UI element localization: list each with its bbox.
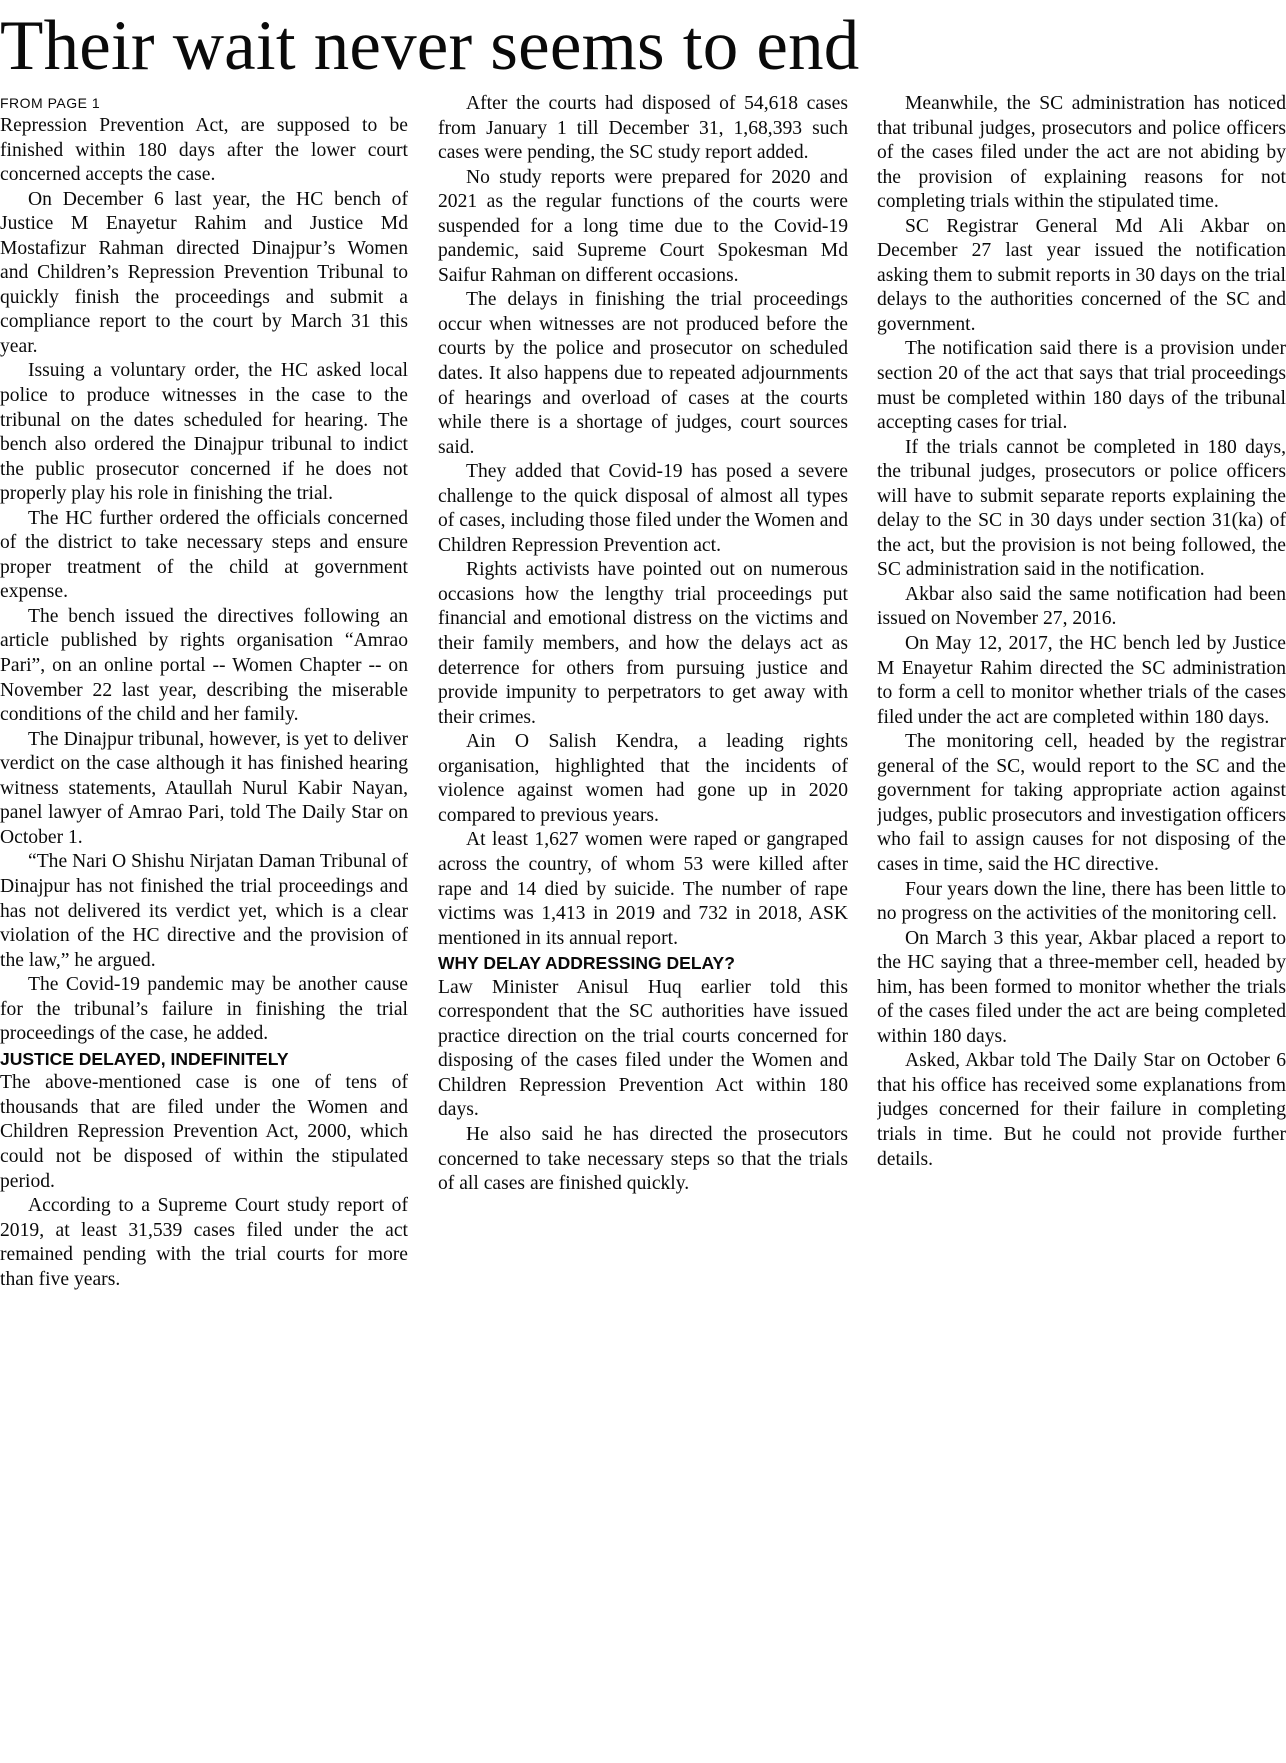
paragraph: According to a Supreme Court study report of 2019, at least 31,539 cases filed under the act remained pending with the trial courts for more than five years.: [0, 1195, 408, 1290]
paragraph: The Covid-19 pandemic may be another cause for the tribunal’s failure in finishing the trial proceedings of the case, he added.: [0, 974, 408, 1045]
paragraph: The delays in finishing the trial proceedings occur when witnesses are not produced before the courts by the police and prosecutor on scheduled dates. It also happens due to repeated adjournments of hearings and overload of cases at the courts while there is a shortage of judges, court sources said.: [438, 289, 848, 458]
paragraph: The bench issued the directives following an article published by rights organisation “Amrao Pari”, on an online portal -- Women Chapter -- on November 22 last year, describing the miserable conditions of the child and her family.: [0, 605, 408, 726]
paragraph: No study reports were prepared for 2020 and 2021 as the regular functions of the courts were suspended for a long time due to the Covid-19 pandemic, said Supreme Court Spokesman Md Saifur Rahman on different occasions.: [438, 166, 848, 286]
paragraph: Rights activists have pointed out on numerous occasions how the lengthy trial proceedings put financial and emotional distress on the victims and their family members, and how the delays act as deterrence for others from pursuing justice and provide impunity to perpetrators to get away with their crimes.: [438, 559, 848, 728]
paragraph: At least 1,627 women were raped or gangraped across the country, of whom 53 were killed after rape and 14 died by suicide. The number of rape victims was 1,413 in 2019 and 732 in 2018, ASK mentioned in its annual report.: [438, 829, 848, 949]
column-3: [877, 92, 1286, 1760]
subhead: JUSTICE DELAYED, INDEFINITELY: [0, 1048, 289, 1069]
column-1: [0, 92, 408, 1760]
paragraph: After the courts had disposed of 54,618 cases from January 1 till December 31, 1,68,393 such cases were pending, the SC study report added.: [438, 93, 848, 164]
from-page-label: FROM PAGE 1: [0, 95, 101, 111]
paragraph: Meanwhile, the SC administration has noticed that tribunal judges, prosecutors and police officers of the cases filed under the act are not abiding by the provision of explaining reasons for not completing trials within the stipulated time.: [877, 93, 1286, 213]
subhead: WHY DELAY ADDRESSING DELAY?: [438, 953, 735, 974]
paragraph: The above-mentioned case is one of tens of thousands that are filed under the Women and Children Repression Prevention Act, 2000, which could not be disposed of within the stipulated period.: [0, 1072, 408, 1192]
paragraph: The monitoring cell, headed by the registrar general of the SC, would report to the SC and the government for taking appropriate action against judges, public prosecutors and investigation officers who fail to assign causes for not disposing of the cases in time, said the HC directive.: [877, 731, 1286, 875]
paragraph: On December 6 last year, the HC bench of Justice M Enayetur Rahim and Justice Md Mostafizur Rahman directed Dinajpur’s Women and Children’s Repression Prevention Tribunal to quickly finish the proceedings and submit a compliance report to the court by March 31 this year.: [0, 188, 408, 357]
paragraph: SC Registrar General Md Ali Akbar on December 27 last year issued the notification asking them to submit reports in 30 days on the trial delays to the authorities concerned of the SC and government.: [877, 215, 1286, 335]
headline: Their wait never seems to end: [0, 7, 860, 85]
paragraph: He also said he has directed the prosecutors concerned to take necessary steps so that the trials of all cases are finished quickly.: [438, 1123, 848, 1195]
paragraph: Repression Prevention Act, are supposed to be finished within 180 days after the lower court concerned accepts the case.: [0, 115, 408, 186]
paragraph: On March 3 this year, Akbar placed a report to the HC saying that a three-member cell, headed by him, has been formed to monitor whether the trials of the cases filed under the act are being completed within 180 days.: [877, 927, 1286, 1047]
column-2: [438, 92, 848, 1760]
paragraph: The HC further ordered the officials concerned of the district to take necessary steps and ensure proper treatment of the child at government expense.: [0, 507, 408, 603]
paragraph: Issuing a voluntary order, the HC asked local police to produce witnesses in the case to the tribunal on the dates scheduled for hearing. The bench also ordered the Dinajpur tribunal to indict the public prosecutor concerned if he does not properly play his role in finishing the trial.: [0, 360, 408, 505]
paragraph: The Dinajpur tribunal, however, is yet to deliver verdict on the case although it has finished hearing witness statements, Ataullah Nurul Kabir Nayan, panel lawyer of Amrao Pari, told The Daily Star on October 1.: [0, 728, 408, 848]
paragraph: The notification said there is a provision under section 20 of the act that says that trial proceedings must be completed within 180 days of the tribunal accepting cases for trial.: [877, 338, 1286, 434]
paragraph: Akbar also said the same notification had been issued on November 27, 2016.: [877, 583, 1286, 630]
paragraph: On May 12, 2017, the HC bench led by Justice M Enayetur Rahim directed the SC administration to form a cell to monitor whether trials of the cases filed under the act are completed within 180 days.: [877, 633, 1286, 728]
paragraph: If the trials cannot be completed in 180 days, the tribunal judges, prosecutors or police officers will have to submit separate reports explaining the delay to the SC in 30 days under section 31(ka) of the act, but the provision is not being followed, the SC administration said in the notification.: [877, 436, 1286, 581]
paragraph: Ain O Salish Kendra, a leading rights organisation, highlighted that the incidents of violence against women had gone up in 2020 compared to previous years.: [438, 731, 848, 826]
paragraph: Law Minister Anisul Huq earlier told this correspondent that the SC authorities have issued practice direction on the trial courts concerned for disposing of the cases filed under the Women and Children Repression Prevention Act within 180 days.: [438, 976, 848, 1121]
paragraph: Four years down the line, there has been little to no progress on the activities of the monitoring cell.: [877, 878, 1286, 925]
paragraph: Asked, Akbar told The Daily Star on October 6 that his office has received some explanations from judges concerned for their failure in completing trials in time. But he could not provide further details.: [877, 1050, 1286, 1170]
paragraph: They added that Covid-19 has posed a severe challenge to the quick disposal of almost all types of cases, including those filed under the Women and Children Repression Prevention act.: [438, 461, 848, 556]
paragraph: “The Nari O Shishu Nirjatan Daman Tribunal of Dinajpur has not finished the trial proceedings and has not delivered its verdict yet, which is a clear violation of the HC directive and the provision of the law,” he argued.: [0, 851, 408, 971]
